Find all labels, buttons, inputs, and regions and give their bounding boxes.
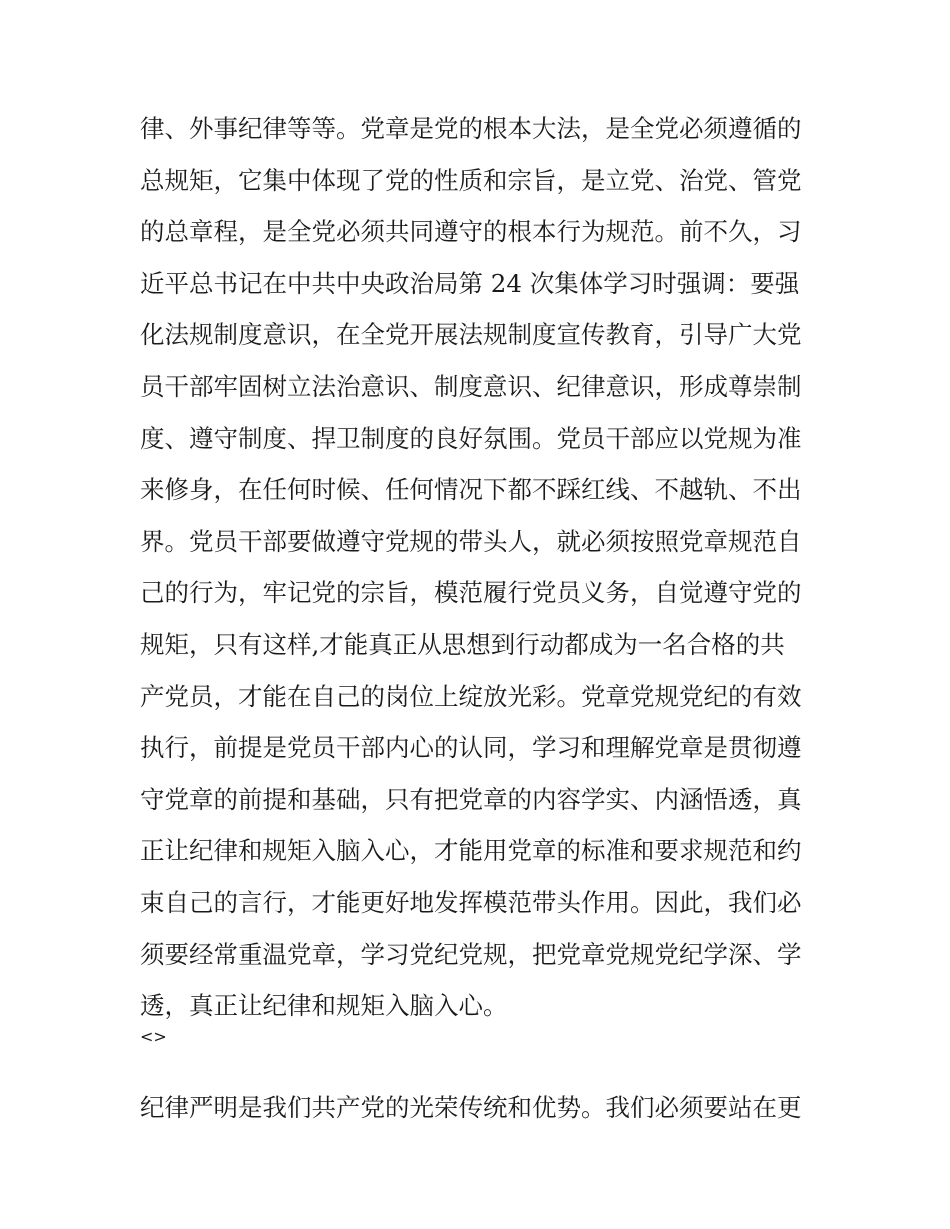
text-line: 总规矩，它集中体现了党的性质和宗旨，是立党、治党、管党 bbox=[140, 165, 802, 195]
section-marker: <> bbox=[140, 1027, 167, 1046]
text-line: 度、遵守制度、捍卫制度的良好氛围。党员干部应以党规为准 bbox=[140, 423, 802, 453]
text-line: 正让纪律和规矩入脑入心，才能用党章的标准和要求规范和约 bbox=[140, 836, 802, 866]
text-line: 束自己的言行，才能更好地发挥模范带头作用。因此，我们必 bbox=[140, 887, 802, 917]
text-line: 透，真正让纪律和规矩入脑入心。 bbox=[140, 991, 508, 1021]
text-line: 化法规制度意识，在全党开展法规制度宣传教育，引导广大党 bbox=[140, 320, 802, 350]
paragraph-2 bbox=[140, 1082, 820, 1134]
text-line: 的总章程，是全党必须共同遵守的根本行为规范。前不久，习 bbox=[140, 217, 802, 247]
text-line: 执行，前提是党员干部内心的认同，学习和理解党章是贯彻遵 bbox=[140, 733, 802, 763]
paragraph-1 bbox=[140, 103, 820, 1032]
text-line: 律、外事纪律等等。党章是党的根本大法，是全党必须遵循的 bbox=[140, 114, 802, 143]
text-line: 己的行为，牢记党的宗旨，模范履行党员义务，自觉遵守党的 bbox=[140, 578, 802, 608]
text-line: 员干部牢固树立法治意识、制度意识、纪律意识，形成尊崇制 bbox=[140, 371, 802, 401]
text-line: 守党章的前提和基础，只有把党章的内容学实、内涵悟透，真 bbox=[140, 784, 802, 814]
text-line: 近平总书记在中共中央政治局第 24 次集体学习时强调：要强 bbox=[140, 268, 800, 298]
text-line: 产党员，才能在自己的岗位上绽放光彩。党章党规党纪的有效 bbox=[140, 681, 802, 711]
text-line: 来修身，在任何时候、任何情况下都不踩红线、不越轨、不出 bbox=[140, 475, 802, 505]
text-line: 界。党员干部要做遵守党规的带头人，就必须按照党章规范自 bbox=[140, 526, 802, 556]
text-line: 规矩，只有这样,才能真正从思想到行动都成为一名合格的共 bbox=[140, 629, 785, 659]
text-line: 须要经常重温党章，学习党纪党规，把党章党规党纪学深、学 bbox=[140, 939, 802, 969]
text-line: 纪律严明是我们共产党的光荣传统和优势。我们必须要站在更 bbox=[140, 1093, 802, 1122]
